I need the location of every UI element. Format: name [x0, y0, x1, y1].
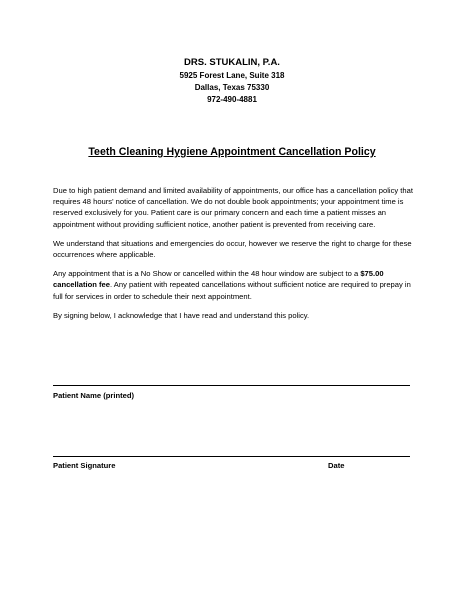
cancellation-fee-amount: $75.00 cancellation fee: [53, 269, 384, 290]
address-line-2: Dallas, Texas 75330: [194, 83, 270, 92]
fee-text-before: Any appointment that is a No Show or cancelled within the 48 hour window are subject to a: [53, 269, 361, 279]
paragraph-emergencies: We understand that situations and emergencies do occur, however we reserve the right to charge for these occurrences where applicable.: [53, 238, 412, 260]
phone-number: 972-490-4881: [207, 95, 257, 104]
paragraph-cancellation-fee: [53, 268, 415, 302]
patient-signature-label: Patient Signature: [53, 461, 116, 470]
paragraph-acknowledgement: By signing below, I acknowledge that I have read and understand this policy.: [53, 310, 310, 320]
letterhead: [0, 56, 464, 106]
document-title: Teeth Cleaning Hygiene Appointment Cancellation Policy: [88, 146, 376, 158]
date-label: Date: [328, 461, 345, 470]
paragraph-cancellation-policy: Due to high patient demand and limited availability of appointments, our office has a cancellation policy that requires 48 hours' notice of cancellation. We do not double book appointments; your appointment time is reserved exclusively for you. Patient care is our primary concern and each time a patient misses an appointment without providing sufficient notice, another patient is prevented from receiving care.: [53, 186, 413, 229]
address-line-1: 5925 Forest Lane, Suite 318: [179, 71, 285, 80]
practice-name: DRS. STUKALIN, P.A.: [184, 57, 280, 68]
patient-name-label: Patient Name (printed): [53, 391, 135, 400]
patient-name-line: [53, 385, 410, 386]
signature-line: [53, 456, 410, 457]
policy-body: [53, 185, 415, 329]
fee-text-after: . Any patient with repeated cancellations without sufficient notice are required to prepay in full for services in order to schedule their next appointment.: [53, 280, 411, 301]
